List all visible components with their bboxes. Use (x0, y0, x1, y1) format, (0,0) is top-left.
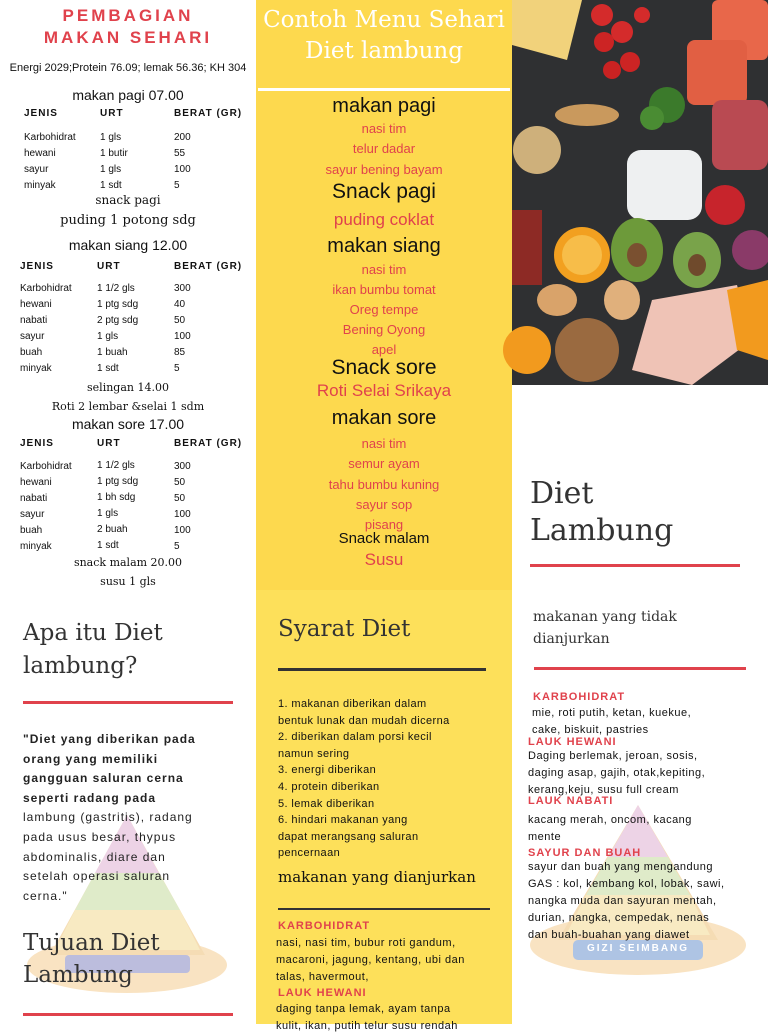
menu-item: Roti Selai Srikaya (316, 381, 452, 400)
table-cell: 1 sdt (97, 540, 119, 551)
dianjurkan-title: makanan yang dianjurkan (278, 868, 476, 886)
quote-line: setelah operasi saluran (23, 869, 171, 884)
menu-item: Susu (364, 550, 404, 569)
cover-divider (530, 564, 740, 567)
quote-line: gangguan saluran cerna (23, 771, 184, 786)
quote-line: pada usus besar, thypus (23, 829, 177, 844)
table-cell: minyak (20, 541, 52, 552)
quote-line: cerna." (23, 888, 68, 903)
group-line: kerang,keju, susu full cream (528, 784, 679, 796)
tidak-dianjurkan-title (533, 606, 677, 650)
table-cell: buah (20, 347, 43, 358)
tidak-nabati-text (528, 812, 764, 846)
table-cell: 85 (174, 347, 186, 358)
menu-heading-makan-sore: makan sore (331, 407, 437, 429)
selingan-item: Roti 2 lembar &selai 1 sdm (51, 400, 205, 413)
table-cell: 1 1/2 gls (97, 460, 135, 471)
syarat-item: namun sering (278, 747, 350, 760)
table-cell: Karbohidrat (20, 283, 72, 294)
syarat-item: 4. protein diberikan (278, 780, 380, 793)
menu-heading-snack-pagi: Snack pagi (332, 180, 436, 203)
table-cell: 300 (174, 461, 191, 472)
table-cell: 50 (174, 477, 186, 488)
table-cell: 1 gls (97, 331, 119, 342)
menu-item: pisang (364, 517, 404, 532)
syarat-item: bentuk lunak dan mudah dicerna (278, 714, 450, 727)
group-line: durian, nangka, cempedak, nenas (528, 912, 710, 924)
table-cell: 5 (174, 541, 180, 552)
quote-line: lambung (gastritis), radang (23, 810, 193, 825)
table-cell: 50 (174, 493, 186, 504)
syarat-list (278, 696, 508, 862)
group-line: dan buah-buahan yang diawet (528, 929, 690, 941)
cover-title (530, 475, 673, 549)
table-cell: minyak (24, 180, 56, 191)
table-cell: 1 buah (97, 347, 128, 358)
col-berat: BERAT (GR) (174, 438, 243, 449)
tidak-nabati-label: LAUK NABATI (528, 795, 614, 807)
hewani-line: daging tanpa lemak, ayam tanpa (276, 1003, 451, 1015)
dianjurkan-hewani-text (276, 1001, 510, 1035)
menu-item: semur ayam (348, 456, 420, 471)
tidak-karbo-label: KARBOHIDRAT (533, 691, 626, 703)
karbo-line: nasi, nasi tim, bubur roti gandum, (276, 937, 456, 949)
group-line: sayur dan buah yang mengandung (528, 861, 714, 873)
tujuan-title-line2: Lambung (23, 962, 133, 988)
syarat-divider (278, 668, 486, 671)
meal-table-pagi (20, 108, 250, 198)
col-berat: BERAT (GR) (174, 261, 243, 272)
syarat-title: Syarat Diet (278, 616, 411, 642)
menu-item: apel (371, 342, 397, 357)
karbo-line: macaroni, jagung, kentang, ubi dan (276, 954, 465, 966)
col-berat: BERAT (GR) (174, 108, 243, 119)
quote-line: "Diet yang diberikan pada (23, 732, 196, 746)
dianjurkan-karbo-text (276, 935, 510, 986)
table-cell: 1 gls (100, 164, 122, 175)
menu-title-line1: Contoh Menu Sehari (263, 7, 505, 33)
hewani-line: kulit, ikan, putih telur susu rendah (276, 1020, 458, 1032)
menu-title-line2: Diet lambung (305, 38, 463, 64)
table-cell: 1 ptg sdg (97, 476, 139, 487)
table-cell: 1 ptg sdg (97, 299, 139, 310)
syarat-item: pencernaan (278, 847, 341, 860)
menu-heading-snack-sore: Snack sore (331, 356, 437, 379)
table-cell: minyak (20, 363, 52, 374)
table-cell: Karbohidrat (24, 132, 76, 143)
menu-item: puding coklat (333, 210, 435, 229)
tidak-hewani-text (528, 748, 764, 799)
col-jenis: JENIS (24, 108, 58, 119)
tidak-divider (534, 667, 746, 670)
snack-malam-item: susu 1 gls (100, 575, 156, 588)
menu-item: nasi tim (361, 262, 407, 277)
dianjurkan-hewani-label: LAUK HEWANI (278, 987, 367, 999)
col-jenis: JENIS (20, 438, 54, 449)
table-cell: 1 sdt (97, 363, 119, 374)
table-cell: 1 sdt (100, 180, 122, 191)
group-line: Daging berlemak, jeroan, sosis, (528, 750, 698, 762)
table-cell: Karbohidrat (20, 461, 72, 472)
tujuan-title-line1: Tujuan Diet (23, 930, 160, 956)
table-cell: 1 gls (97, 508, 119, 519)
tidak-sayur-label: SAYUR DAN BUAH (528, 847, 642, 859)
dianjurkan-karbo-label: KARBOHIDRAT (278, 920, 371, 932)
col-urt: URT (97, 438, 121, 449)
karbo-line: talas, havermout, (276, 971, 369, 983)
menu-item: tahu bumbu kuning (328, 477, 440, 492)
table-cell: 40 (174, 299, 186, 310)
tujuan-divider (23, 1013, 233, 1016)
definition-quote (23, 730, 253, 906)
group-line: nangka muda dan sayuran mentah, (528, 895, 717, 907)
menu-item: sayur sop (355, 497, 413, 512)
menu-item: telur dadar (352, 141, 416, 156)
table-cell: 55 (174, 148, 186, 159)
energy-summary: Energi 2029;Protein 76.09; lemak 56.36; KH 304 (9, 62, 247, 74)
group-line: GAS : kol, kembang kol, lobak, sawi, (528, 878, 725, 890)
selingan-label: selingan 14.00 (87, 381, 169, 394)
left-title-line1: PEMBAGIAN (62, 6, 194, 25)
menu-item: Oreg tempe (349, 302, 419, 317)
col-urt: URT (100, 108, 124, 119)
tidak-karbo-text (532, 705, 766, 739)
menu-heading-makan-siang: makan siang (327, 235, 441, 257)
table-cell: 50 (174, 315, 186, 326)
pyramid-label: GIZI SEIMBANG (586, 943, 690, 954)
apa-divider (23, 701, 233, 704)
menu-item: ikan bumbu tomat (332, 282, 436, 297)
table-cell: hewani (20, 299, 52, 310)
syarat-item: 3. energi diberikan (278, 764, 377, 777)
table-cell: 5 (174, 363, 180, 374)
menu-item: nasi tim (361, 121, 407, 136)
menu-item: nasi tim (361, 436, 407, 451)
table-cell: 1 1/2 gls (97, 283, 135, 294)
table-cell: 2 buah (97, 524, 128, 535)
table-cell: 2 ptg sdg (97, 315, 139, 326)
table-cell: hewani (24, 148, 56, 159)
table-cell: 1 gls (100, 132, 122, 143)
left-title-line2: MAKAN SEHARI (43, 28, 213, 47)
dianjurkan-divider (278, 908, 490, 910)
col-jenis: JENIS (20, 261, 54, 272)
group-line: cake, biskuit, pastries (532, 724, 649, 736)
menu-item: sayur bening bayam (325, 162, 443, 177)
syarat-item: 2. diberikan dalam porsi kecil (278, 731, 432, 744)
menu-item: Bening Oyong (342, 322, 426, 337)
syarat-item: 6. hindari makanan yang (278, 814, 408, 827)
apa-title-line2: lambung? (23, 653, 138, 679)
syarat-item: 1. makanan diberikan dalam (278, 698, 427, 710)
apa-title (23, 617, 163, 683)
col-urt: URT (97, 261, 121, 272)
cover-title-line1: Diet (530, 476, 594, 511)
food-photo (512, 0, 768, 385)
table-cell: sayur (20, 331, 45, 342)
snack-pagi-item: puding 1 potong sdg (60, 213, 196, 228)
menu-heading-makan-pagi: makan pagi (332, 95, 436, 117)
table-cell: 200 (174, 132, 191, 143)
menu-heading-snack-malam: Snack malam (338, 530, 430, 547)
table-cell: sayur (24, 164, 49, 175)
quote-line: orang yang memiliki (23, 751, 159, 766)
group-line: mente (528, 831, 562, 843)
quote-line: seperti radang pada (23, 790, 157, 805)
meal-header-sore: makan sore 17.00 (71, 416, 185, 432)
tidak-title-line1: makanan yang tidak (533, 609, 677, 625)
menu-title-divider (258, 88, 510, 91)
apa-title-line1: Apa itu Diet (23, 620, 163, 646)
table-cell: nabati (20, 315, 48, 326)
syarat-item: dapat merangsang saluran (278, 830, 419, 843)
group-line: kacang merah, oncom, kacang (528, 814, 692, 826)
meal-header-pagi: makan pagi 07.00 (72, 87, 184, 103)
quote-line: abdominalis, diare dan (23, 849, 166, 864)
meal-table-sore (20, 438, 250, 558)
tidak-title-line2: dianjurkan (533, 631, 610, 647)
meal-header-siang: makan siang 12.00 (68, 237, 188, 253)
table-cell: nabati (20, 493, 48, 504)
table-cell: 300 (174, 283, 191, 294)
cover-title-line2: Lambung (530, 513, 674, 548)
snack-malam-label: snack malam 20.00 (73, 556, 183, 569)
table-cell: 100 (174, 509, 191, 520)
table-cell: hewani (20, 477, 52, 488)
table-cell: 100 (174, 525, 191, 536)
table-cell: sayur (20, 509, 45, 520)
table-cell: 1 bh sdg (97, 492, 136, 503)
syarat-item: 5. lemak diberikan (278, 797, 375, 810)
table-cell: 5 (174, 180, 180, 191)
tidak-sayur-text (528, 859, 766, 944)
tidak-hewani-label: LAUK HEWANI (528, 736, 617, 748)
table-cell: 100 (174, 164, 191, 175)
snack-pagi-label: snack pagi (95, 193, 161, 207)
meal-table-siang (20, 261, 250, 381)
group-line: daging asap, gajih, otak,kepiting, (528, 767, 706, 779)
group-line: mie, roti putih, ketan, kuekue, (532, 707, 692, 719)
table-cell: 100 (174, 331, 191, 342)
table-cell: buah (20, 525, 43, 536)
table-cell: 1 butir (100, 148, 128, 159)
tujuan-title (23, 927, 160, 991)
